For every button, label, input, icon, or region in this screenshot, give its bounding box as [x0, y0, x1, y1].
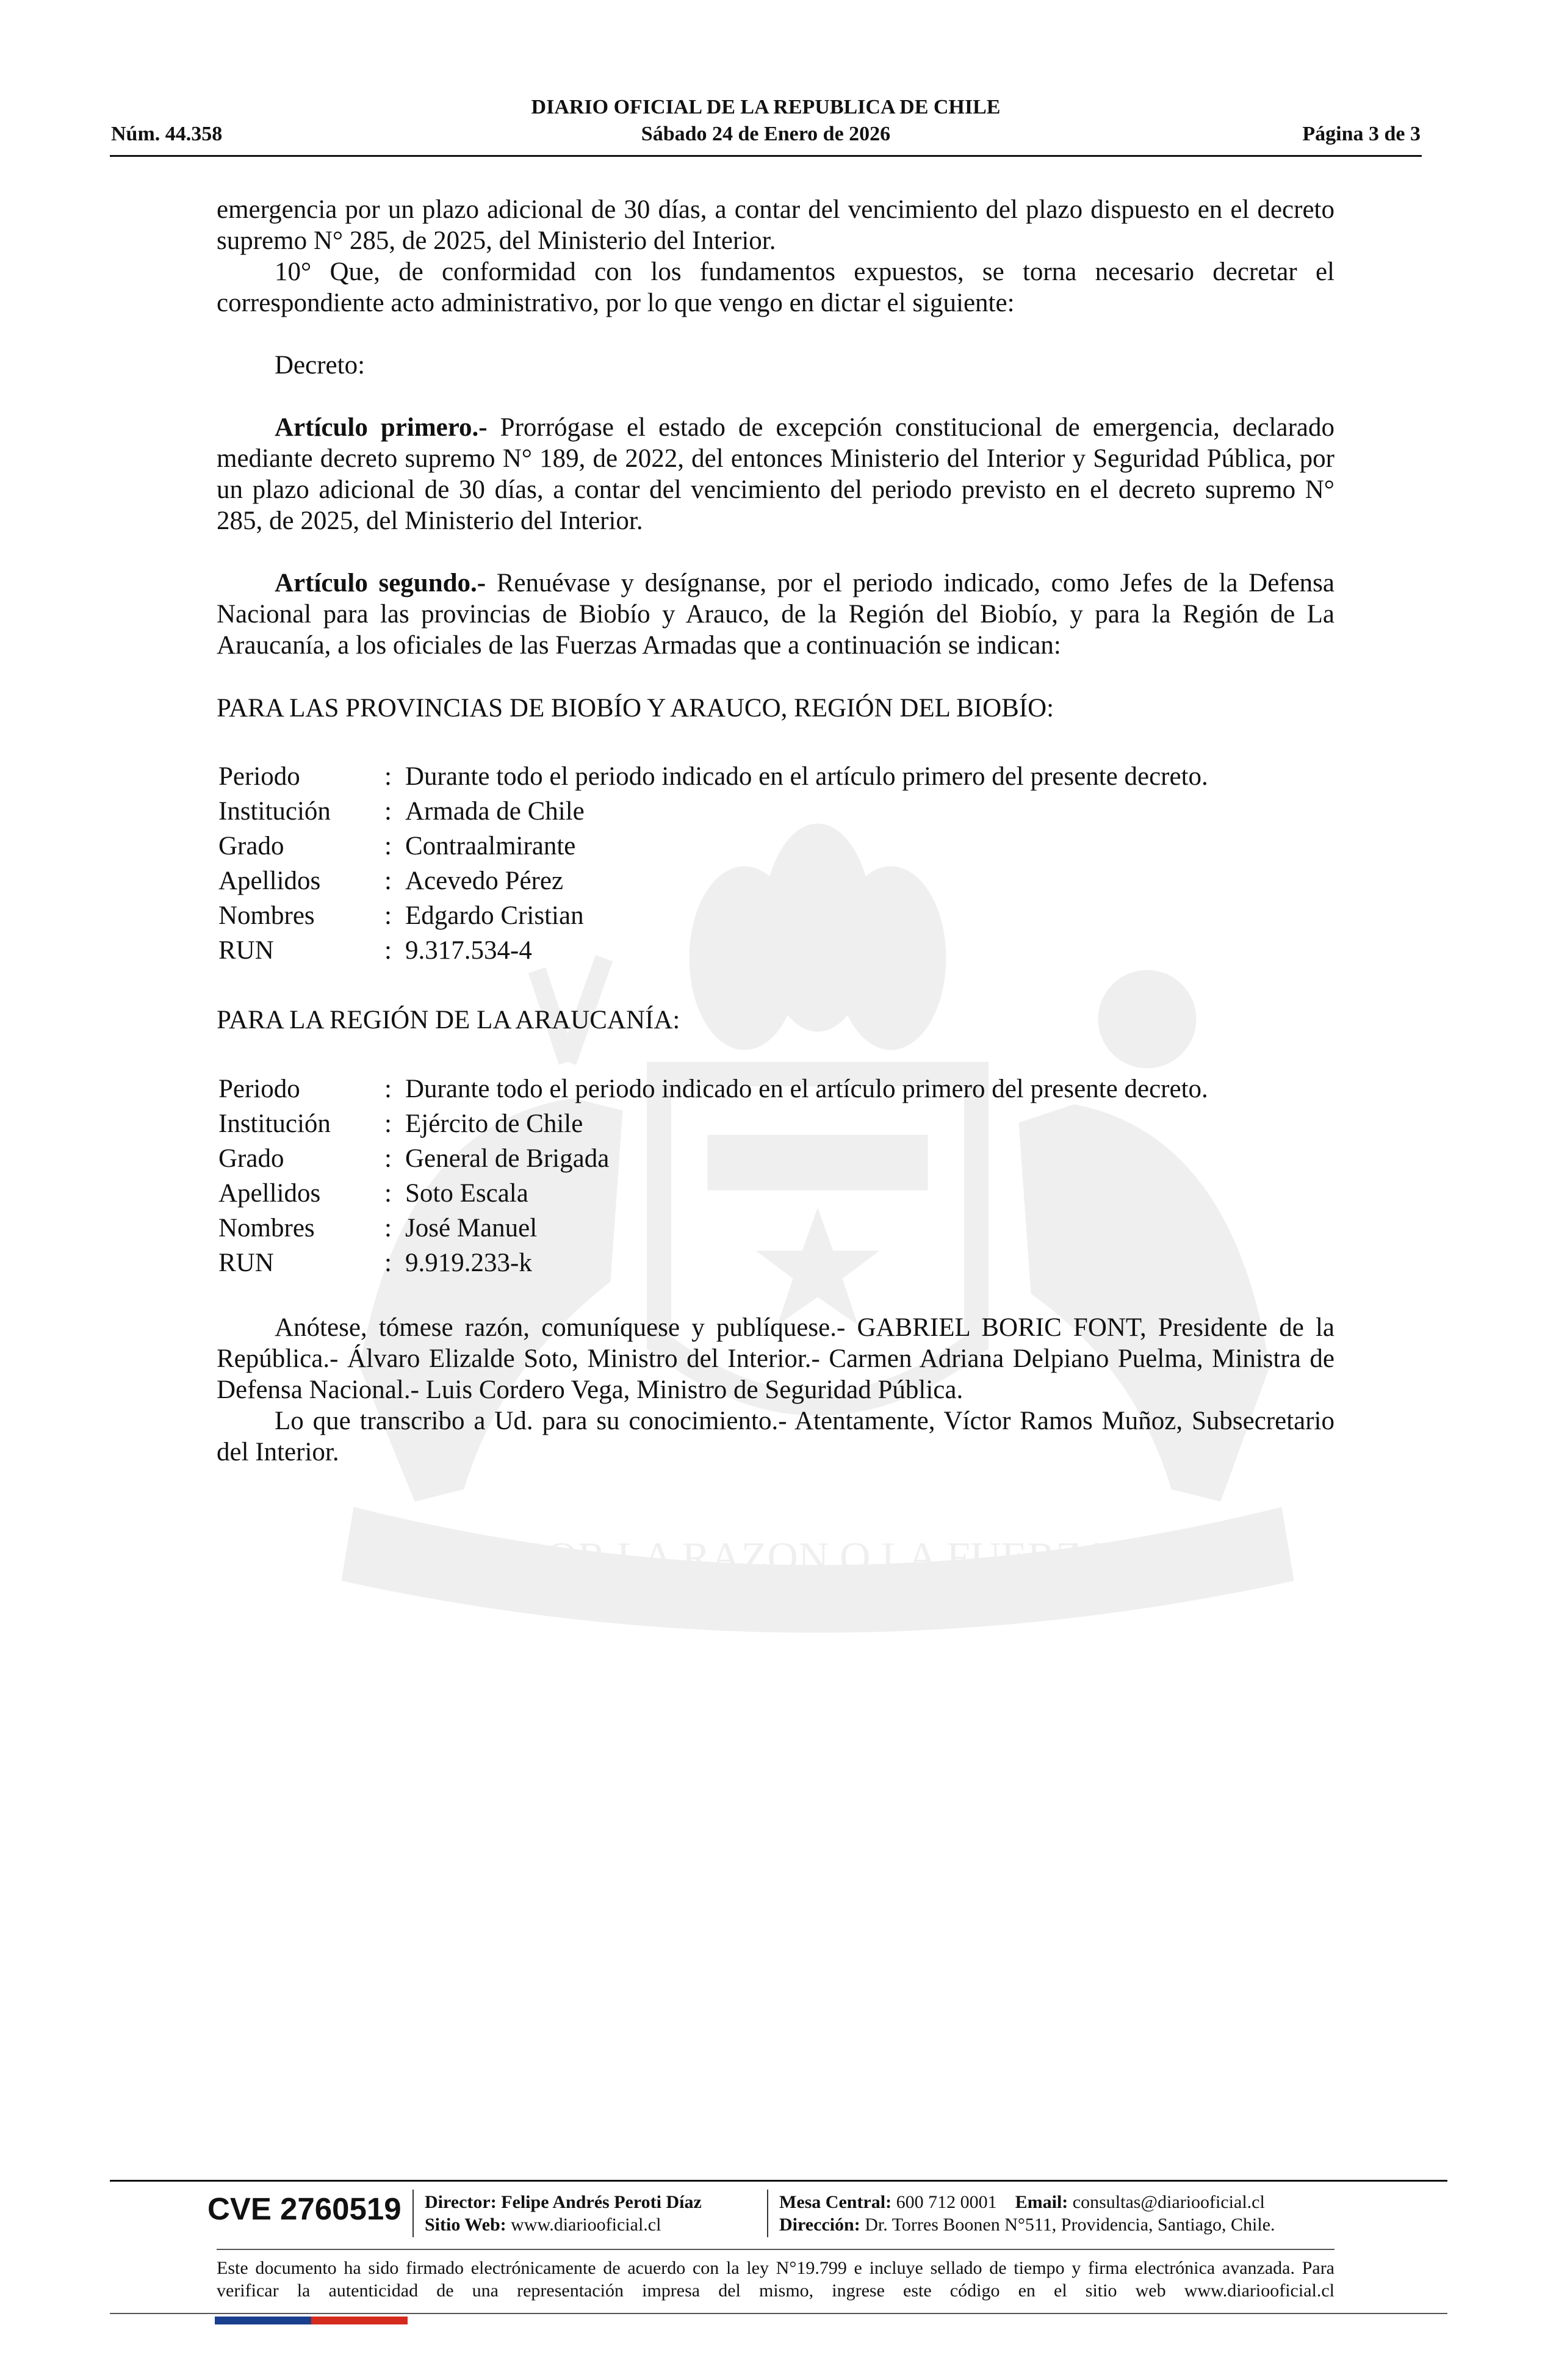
table-row: Grado : Contraalmirante [218, 829, 1208, 864]
row-label: RUN [218, 1249, 274, 1277]
section-heading-biobio: PARA LAS PROVINCIAS DE BIOBÍO Y ARAUCO, REGIÓN DEL BIOBÍO: [217, 694, 1054, 723]
issue-date: Sábado 24 de Enero de 2026 [641, 123, 891, 145]
section-heading-araucania: PARA LA REGIÓN DE LA ARAUCANÍA: [217, 1006, 680, 1034]
row-value: 9.919.233-k [405, 1249, 532, 1277]
digital-signature-note: Este documento ha sido firmado electrónicamente de acuerdo con la ley N°19.799 e incluye sellado de tiempo y firma electrónica avanzada. Para verificar la autenticidad de una representación impresa del mismo, ingrese este código en el sitio web www.diariooficial.cl [217, 2258, 1334, 2301]
row-label: Institución [218, 797, 331, 826]
article-first-text: Prorrógase el estado de excepción constitucional de emergencia, declarado mediante decreto supremo N° 189, de 2022, del entonces Ministerio del Interior y Seguridad Pública, por un plazo adicional de 30 días, a contar del vencimiento del periodo previsto en el decreto supremo N° 285, de 2025, del Ministerio del Interior. [217, 413, 1334, 535]
closing-signatures: Anótese, tómese razón, comuníquese y publíquese.- GABRIEL BORIC FONT, Presidente de la República.- Álvaro Elizalde Soto, Ministro del Interior.- Carmen Adriana Delpiano Puelma, Ministra de Defensa Nacional.- Luis Cordero Vega, Ministro de Seguridad Pública. [217, 1313, 1334, 1404]
footer-separator [767, 2190, 768, 2237]
header-divider [110, 155, 1422, 157]
footer-divider-bottom [110, 2313, 1447, 2314]
row-label: RUN [218, 936, 274, 965]
table-row: Periodo : Durante todo el periodo indicado en el artículo primero del presente decreto. [218, 1072, 1208, 1106]
phone-number: 600 712 0001 [896, 2192, 997, 2212]
website-link[interactable]: www.diariooficial.cl [511, 2215, 661, 2235]
article-second [217, 568, 1334, 661]
row-value: Ejército de Chile [405, 1109, 583, 1138]
table-row: Apellidos : Acevedo Pérez [218, 864, 1208, 898]
row-label: Institución [218, 1109, 331, 1138]
row-label: Periodo [218, 1075, 300, 1103]
row-value: Edgardo Cristian [405, 901, 584, 930]
table-row: Periodo : Durante todo el periodo indicado en el artículo primero del presente decreto. [218, 759, 1208, 794]
row-label: Nombres [218, 1214, 315, 1242]
paragraph-continuation: emergencia por un plazo adicional de 30 días, a contar del vencimiento del plazo dispuesto en el decreto supremo N° 285, de 2025, del Ministerio del Interior. [217, 195, 1334, 255]
decreto-label: Decreto: [275, 351, 366, 380]
footer-separator [412, 2190, 414, 2237]
table-row: Apellidos : Soto Escala [218, 1176, 1208, 1211]
officer-table-araucania [218, 1072, 1208, 1280]
row-value: 9.317.534-4 [405, 936, 532, 965]
table-row: Institución : Ejército de Chile [218, 1106, 1208, 1141]
newspaper-title: DIARIO OFICIAL DE LA REPUBLICA DE CHILE [531, 96, 1001, 118]
row-value: General de Brigada [405, 1144, 610, 1173]
footer-contact-block: Mesa Central: 600 712 0001 Email: consultas@diariooficial.cl Dirección: Dr. Torres Boonen N°511, Providencia, Santiago, Chile. [779, 2192, 1275, 2235]
footer-divider-mid [217, 2249, 1334, 2250]
flag-stripe-blue [215, 2317, 311, 2324]
cve-code: CVE 2760519 [207, 2191, 402, 2226]
row-value: Armada de Chile [405, 797, 585, 826]
email-link[interactable]: consultas@diariooficial.cl [1072, 2192, 1265, 2212]
footer-divider-top [110, 2180, 1447, 2182]
row-value: Acevedo Pérez [405, 867, 564, 895]
director-name: Felipe Andrés Peroti Díaz [501, 2192, 702, 2212]
table-row: Nombres : Edgardo Cristian [218, 898, 1208, 933]
paragraph-considerando-10: 10° Que, de conformidad con los fundamentos expuestos, se torna necesario decretar el correspondiente acto administrativo, por lo que vengo en dictar el siguiente: [217, 258, 1334, 317]
row-label: Nombres [218, 901, 315, 930]
row-label: Periodo [218, 762, 300, 791]
article-second-label: Artículo segundo.- [275, 569, 486, 597]
article-first [217, 412, 1334, 536]
flag-stripe-red [311, 2317, 408, 2324]
footer-director-block: Director: Felipe Andrés Peroti Díaz Sitio Web: www.diariooficial.cl [425, 2192, 702, 2235]
row-value: José Manuel [405, 1214, 538, 1242]
table-row: Nombres : José Manuel [218, 1211, 1208, 1246]
closing-transcription: Lo que transcribo a Ud. para su conocimiento.- Atentamente, Víctor Ramos Muñoz, Subsecretario del Interior. [217, 1407, 1334, 1466]
row-label: Apellidos [218, 1179, 321, 1208]
officer-table-biobio [218, 759, 1208, 968]
row-value: Contraalmirante [405, 832, 576, 860]
table-row: Institución : Armada de Chile [218, 794, 1208, 829]
table-row: Grado : General de Brigada [218, 1141, 1208, 1176]
row-value: Durante todo el periodo indicado en el artículo primero del presente decreto. [405, 1075, 1208, 1103]
row-label: Grado [218, 1144, 284, 1173]
row-value: Soto Escala [405, 1179, 528, 1208]
page-number: Página 3 de 3 [1302, 123, 1421, 145]
article-first-label: Artículo primero.- [275, 413, 488, 442]
row-value: Durante todo el periodo indicado en el artículo primero del presente decreto. [405, 762, 1208, 791]
article-second-text: Renuévase y desígnanse, por el periodo indicado, como Jefes de la Defensa Nacional para las provincias de Biobío y Arauco, de la Región del Biobío, y para la Región de La Araucanía, a los oficiales de las Fuerzas Armadas que a continuación se indican: [217, 569, 1334, 660]
address: Dr. Torres Boonen N°511, Providencia, Santiago, Chile. [865, 2215, 1275, 2235]
table-row: RUN : 9.919.233-k [218, 1246, 1208, 1280]
row-label: Grado [218, 832, 284, 860]
row-label: Apellidos [218, 867, 321, 895]
table-row: RUN : 9.317.534-4 [218, 933, 1208, 968]
watermark-motto: POR LA RAZON O LA FUERZA [522, 1534, 1113, 1581]
issue-number: Núm. 44.358 [111, 123, 223, 145]
